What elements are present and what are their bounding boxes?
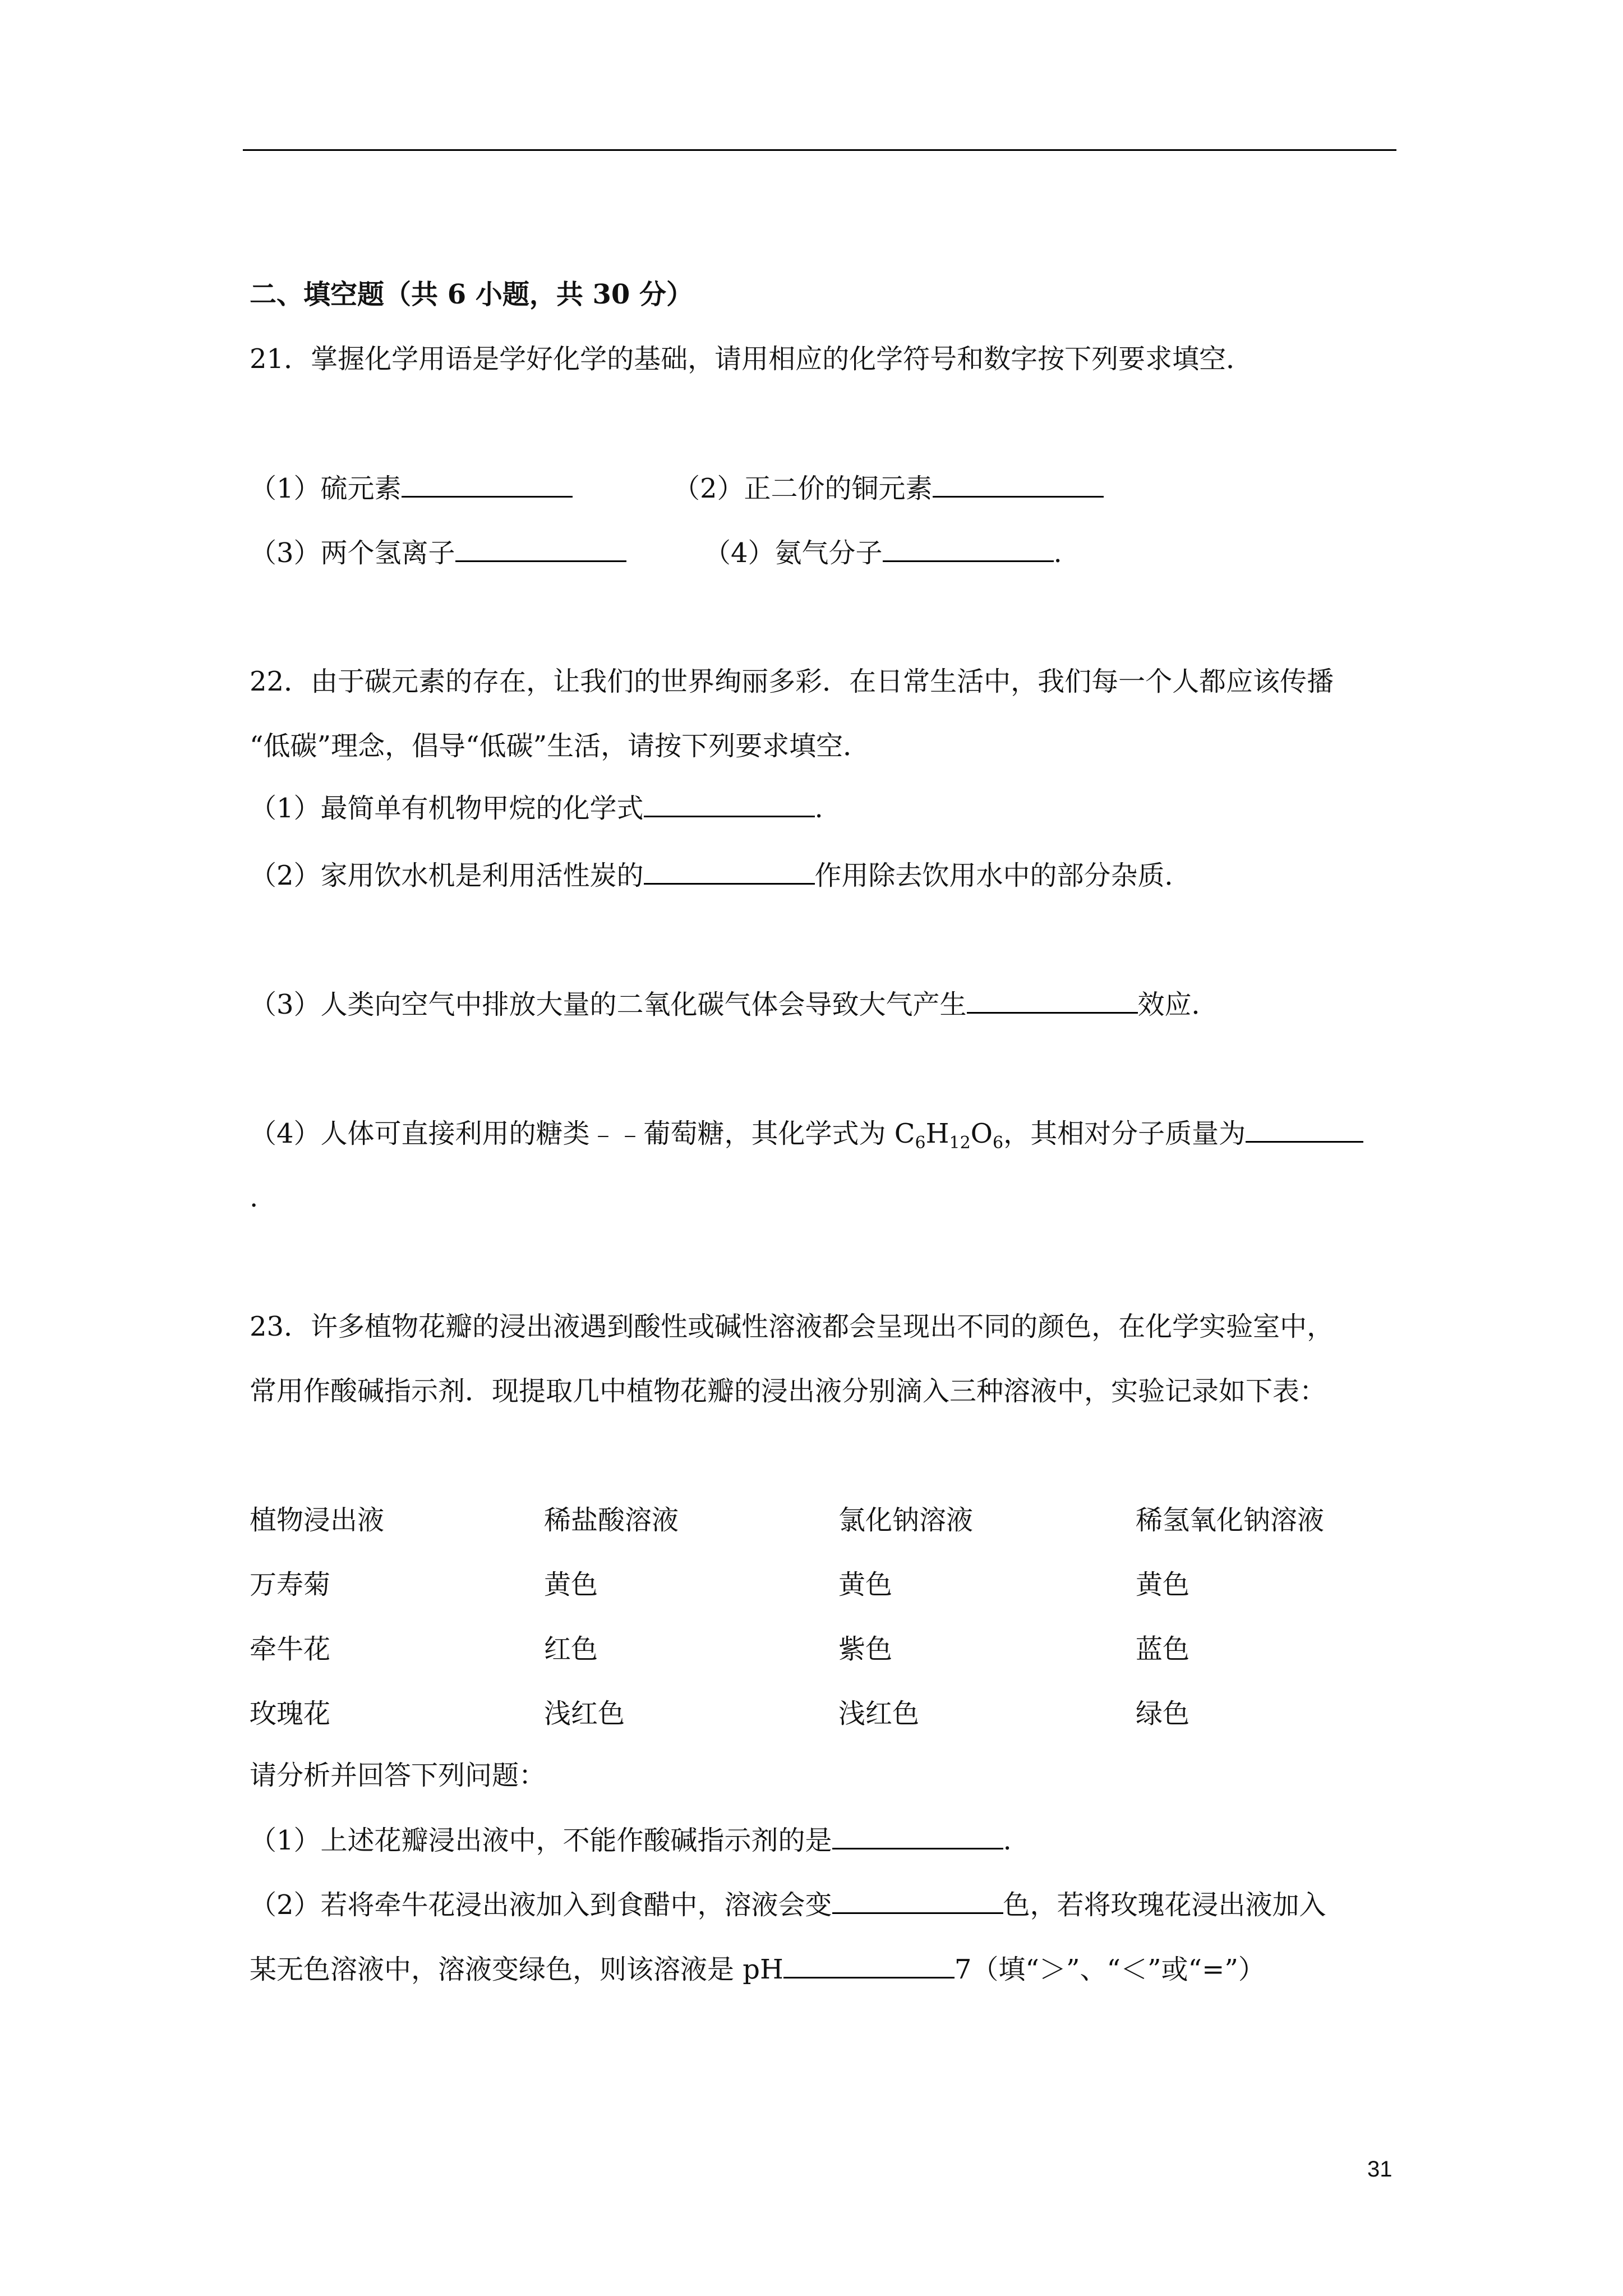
answer-blank[interactable] [883,536,1054,562]
q22-item2-label: （2）家用饮水机是利用活性炭的 [250,860,644,891]
q23-item1-label: （1）上述花瓣浸出液中，不能作酸碱指示剂的是 [250,1825,832,1856]
q22-item2 [250,858,1192,892]
table-cell: 玫瑰花 [250,1698,331,1729]
period: . [1053,537,1062,569]
table-cell: 绿色 [1136,1698,1190,1729]
q23-item2 [250,1888,1326,1922]
table-cell: 黄色 [544,1569,598,1600]
q21-stem: 21．掌握化学用语是学好化学的基础，请用相应的化学符号和数字按下列要求填空． [250,343,1253,375]
table-header-cell: 氯化钠溶液 [838,1504,974,1536]
answer-blank[interactable] [832,1823,1003,1849]
table-cell: 黄色 [838,1569,893,1600]
table-cell: 牵牛花 [250,1634,331,1665]
answer-blank[interactable] [832,1888,1003,1914]
table-header-cell: 稀盐酸溶液 [544,1504,679,1536]
q21-item1-label: （1）硫元素 [250,473,402,504]
q21-item3 [250,536,626,570]
formula-element: O [970,1118,993,1149]
q23-item2-label: （2）若将牵牛花浸出液加入到食醋中，溶液会变 [250,1889,832,1921]
table-cell: 浅红色 [838,1698,920,1729]
q23-item2-line2 [250,1952,1265,1986]
formula-element: H [925,1118,949,1149]
table-cell: 万寿菊 [250,1569,331,1600]
answer-blank[interactable] [1246,1116,1363,1143]
q21-item2 [673,471,1104,505]
q22-item4-tail: ，其相对分子质量为 [1003,1118,1246,1149]
q23-item2-line2-label: 某无色溶液中，溶液变绿色，则该溶液是 pH [250,1954,783,1985]
period: . [814,793,823,824]
table-cell: 紫色 [838,1634,893,1665]
q23-item2-line2-tail: 7（填“＞”、“＜”或“=”） [954,1954,1265,1985]
answer-blank[interactable] [402,471,573,498]
period: . [1003,1825,1012,1856]
q21-item4 [704,536,1062,570]
q21-item1 [250,471,573,505]
answer-blank[interactable] [783,1952,955,1978]
q21-item3-label: （3）两个氢离子 [250,537,455,569]
q22-item2-tail: 作用除去饮用水中的部分杂质． [814,860,1192,891]
table-cell: 红色 [544,1634,598,1665]
table-header-cell: 植物浸出液 [250,1504,385,1536]
q23-item1 [250,1823,1012,1857]
answer-blank[interactable] [967,987,1138,1014]
q23-prompt: 请分析并回答下列问题： [250,1760,546,1791]
answer-blank[interactable] [644,791,815,817]
q21-item4-label: （4）氨气分子 [704,537,883,569]
table-cell: 蓝色 [1136,1634,1190,1665]
q22-item3 [250,987,1219,1022]
q23-stem-line2: 常用作酸碱指示剂．现提取几中植物花瓣的浸出液分别滴入三种溶液中，实验记录如下表： [250,1375,1327,1407]
header-rule [243,149,1396,151]
formula-subscript: 12 [949,1133,971,1153]
q22-item3-tail: 效应． [1137,989,1219,1020]
page-number: 31 [1367,2157,1393,2182]
q23-item2-tail: 色，若将玫瑰花浸出液加入 [1003,1889,1326,1921]
q22-item4-label: （4）人体可直接利用的糖类﹣﹣葡萄糖，其化学式为 C [250,1118,915,1149]
q22-item3-label: （3）人类向空气中排放大量的二氧化碳气体会导致大气产生 [250,989,967,1020]
q22-item1 [250,791,823,825]
answer-blank[interactable] [933,471,1104,498]
q22-item1-label: （1）最简单有机物甲烷的化学式 [250,793,644,824]
q23-stem-line1: 23．许多植物花瓣的浸出液遇到酸性或碱性溶液都会呈现出不同的颜色，在化学实验室中， [250,1311,1334,1342]
table-header-cell: 稀氢氧化钠溶液 [1136,1504,1325,1536]
q22-stem-line1: 22．由于碳元素的存在，让我们的世界绚丽多彩．在日常生活中，我们每一个人都应该传播 [250,666,1334,697]
table-cell: 浅红色 [544,1698,625,1729]
q22-stem-line2: “低碳”理念，倡导“低碳”生活，请按下列要求填空． [250,730,870,762]
table-cell: 黄色 [1136,1569,1190,1600]
formula-subscript: 6 [915,1133,926,1153]
section-title: 二、填空题（共 6 小题，共 30 分） [250,279,694,310]
answer-blank[interactable] [455,536,626,562]
formula-subscript: 6 [993,1133,1004,1153]
answer-blank[interactable] [644,858,815,885]
q21-item2-label: （2）正二价的铜元素 [673,473,933,504]
q22-item4-end: . [250,1182,259,1213]
q22-item4 [250,1116,1363,1160]
